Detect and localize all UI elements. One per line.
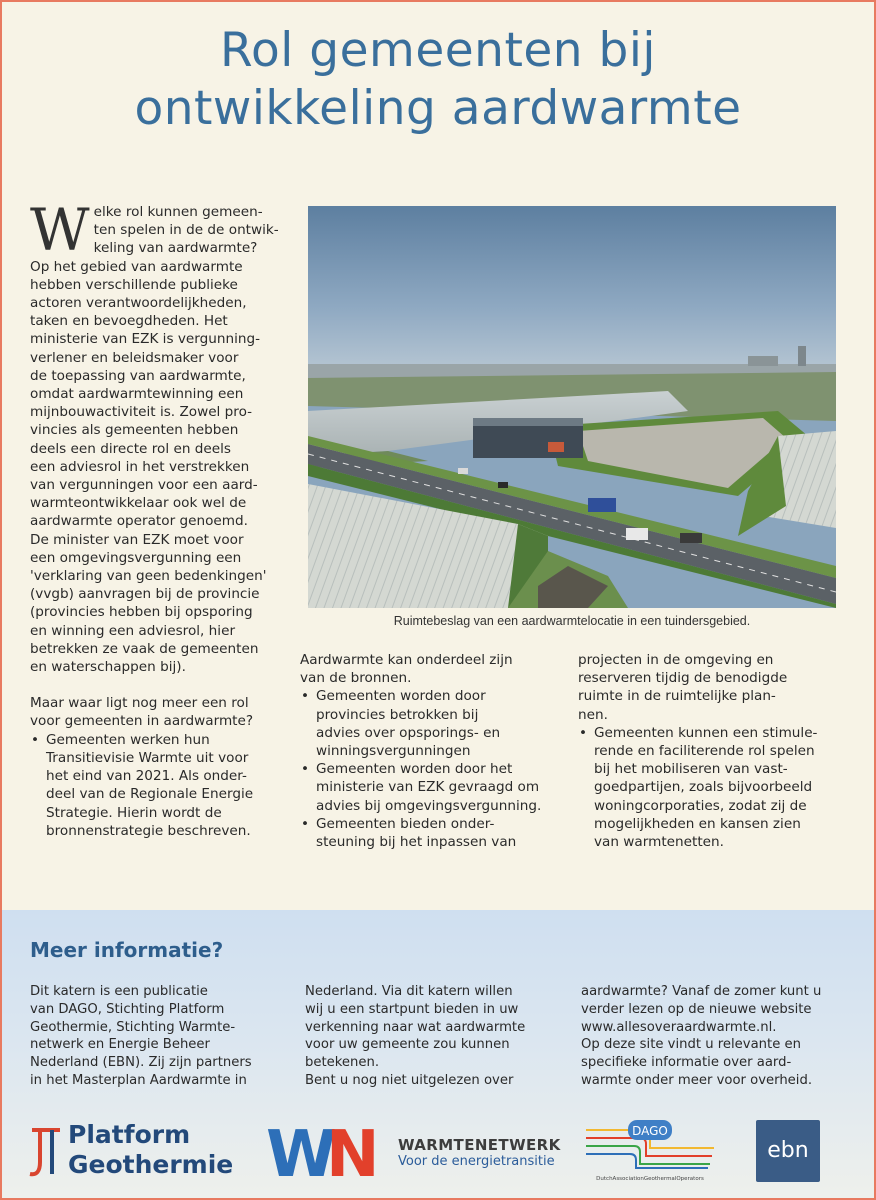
title-line-1: Rol gemeenten bij xyxy=(220,23,656,78)
text-line: rende en faciliterende rol spelen xyxy=(594,743,815,760)
text-line: Nederland. Via dit katern willen xyxy=(305,984,513,999)
text-line: advies bij omgevingsvergunning. xyxy=(316,797,542,814)
text-line: (provincies hebben bij opsporing xyxy=(30,604,253,621)
text-line: een adviesrol in het verstrekken xyxy=(30,458,250,475)
text-line: Geothermie, Stichting Warmte- xyxy=(30,1019,236,1035)
text-line: specifieke informatie over aard- xyxy=(581,1055,792,1071)
text-line: warmte onder meer voor overheid. xyxy=(581,1072,813,1088)
info-column-1 xyxy=(30,983,292,1090)
list-item xyxy=(300,815,558,851)
text-line: vincies als gemeenten hebben xyxy=(30,422,239,439)
text-line: Nederland (EBN). Zij zijn partners xyxy=(30,1055,252,1071)
wn-letters-n: N xyxy=(326,1118,380,1184)
text-line: hebben verschillende publieke xyxy=(30,276,238,293)
text-line: van de bronnen. xyxy=(300,670,412,687)
column-2-continuation xyxy=(300,651,558,687)
text-line: ministerie van EZK gevraagd om xyxy=(316,779,540,796)
text-line: reserveren tijdig de benodigde xyxy=(578,670,788,687)
text-line: aardwarmte operator genoemd. xyxy=(30,513,248,530)
page-title xyxy=(0,22,876,138)
intro-paragraph xyxy=(30,196,292,676)
text-line: provincies betrokken bij xyxy=(316,706,479,723)
text-line: en waterschappen bij). xyxy=(30,659,186,676)
text-line: ten spelen in de de ontwik- xyxy=(93,222,279,239)
column-2-bullet-list xyxy=(300,687,558,851)
text-line: mijnbouwactiviteit is. Zowel pro- xyxy=(30,404,253,421)
wn-subtitle: Voor de energietransitie xyxy=(398,1154,555,1169)
wn-letters: W xyxy=(266,1118,337,1184)
text-line: Transitievisie Warmte uit voor xyxy=(46,749,249,766)
info-title: Meer informatie? xyxy=(30,938,224,962)
text-line: betekenen. xyxy=(305,1055,380,1071)
text-line: (vvgb) aanvragen bij de provincie xyxy=(30,586,260,603)
title-line-2: ontwikkeling aardwarmte xyxy=(134,81,742,136)
column-2 xyxy=(300,651,558,851)
text-line: • Gemeenten worden door het xyxy=(316,761,513,778)
text-line: ministerie van EZK is vergunning- xyxy=(30,331,261,348)
text-line: winningsvergunningen xyxy=(316,743,471,760)
text-line: Maar waar ligt nog meer een rol xyxy=(30,695,249,712)
text-line: netwerk en Energie Beheer xyxy=(30,1037,210,1053)
text-line: mogelijkheden en kansen zien xyxy=(594,815,801,832)
dago-label: DAGO xyxy=(632,1124,668,1138)
dago-logo xyxy=(584,1118,716,1184)
warmtenetwerk-logo-text xyxy=(398,1136,561,1169)
text-line: taken en bevoegdheden. Het xyxy=(30,313,228,330)
text-line: warmteontwikkelaar ook wel de xyxy=(30,495,247,512)
text-line: betrekken ze vaak de gemeenten xyxy=(30,640,259,657)
platform-logo-line1: Platform xyxy=(68,1120,191,1149)
text-line: woningcorporaties, zodat zij de xyxy=(594,797,807,814)
text-line: goedpartijen, zoals bijvoorbeeld xyxy=(594,779,813,796)
list-item xyxy=(300,687,558,760)
text-line: Op het gebied van aardwarmte xyxy=(30,258,243,275)
text-line: elke rol kunnen gemeen- xyxy=(93,204,263,220)
text-line: aardwarmte? Vanaf de zomer kunt u xyxy=(581,984,822,999)
text-line: deel van de Regionale Energie xyxy=(46,786,254,803)
text-line: omdat aardwarmtewinning een xyxy=(30,386,244,403)
text-line: van warmtenetten. xyxy=(594,834,724,851)
text-line: voor gemeenten in aardwarmte? xyxy=(30,713,254,730)
wn-name: WARMTENETWERK xyxy=(398,1136,561,1154)
dago-sub-label: DutchAssociationGeothermalOperators xyxy=(596,1176,704,1182)
text-line: bronnenstrategie beschreven. xyxy=(46,822,251,839)
text-line: de toepassing van aardwarmte, xyxy=(30,367,246,384)
text-line: het eind van 2021. Als onder- xyxy=(46,768,247,785)
list-item xyxy=(578,724,840,851)
geothermal-site-photo xyxy=(308,206,836,608)
text-line: wij u een startpunt bieden in uw xyxy=(305,1001,519,1017)
platform-logo-line2: Geothermie xyxy=(68,1150,234,1179)
text-line: 'verklaring van geen bedenkingen' xyxy=(30,568,267,585)
text-line: verkenning naar wat aardwarmte xyxy=(305,1019,526,1035)
text-line: actoren verantwoordelijkheden, xyxy=(30,295,247,312)
column-3 xyxy=(578,651,840,851)
photo-caption: Ruimtebeslag van een aardwarmtelocatie in een tuindersgebied. xyxy=(393,614,751,628)
text-line: www.allesoveraardwarmte.nl. xyxy=(581,1019,777,1035)
text-line: projecten in de omgeving en xyxy=(578,652,774,668)
text-line: • Gemeenten bieden onder- xyxy=(316,815,495,832)
text-line: van DAGO, Stichting Platform xyxy=(30,1001,225,1017)
text-line: voor uw gemeente zou kunnen xyxy=(305,1037,510,1053)
column-3-continuation xyxy=(578,651,840,724)
text-line: De minister van EZK moet voor xyxy=(30,531,244,548)
pg-mark-icon xyxy=(26,1122,66,1182)
text-line: een omgevingsvergunning een xyxy=(30,549,242,566)
drop-cap: W xyxy=(30,196,90,264)
text-line: verder lezen op de nieuwe website xyxy=(581,1001,812,1017)
text-line: Op deze site vindt u relevante en xyxy=(581,1037,801,1053)
text-line: deels een directe rol en deels xyxy=(30,440,231,457)
text-line: nen. xyxy=(578,706,608,723)
text-line: Strategie. Hierin wordt de xyxy=(46,804,222,821)
list-item xyxy=(300,760,558,815)
text-line: Aardwarmte kan onderdeel zijn xyxy=(300,652,513,668)
platform-geothermie-logo xyxy=(26,1120,266,1182)
text-line: bij het mobiliseren van vast- xyxy=(594,761,788,778)
text-line: Dit katern is een publicatie xyxy=(30,984,208,999)
text-line: • Gemeenten werken hun xyxy=(46,731,210,748)
info-column-2 xyxy=(305,983,567,1090)
intro-question xyxy=(30,694,292,730)
text-line: Bent u nog niet uitgelezen over xyxy=(305,1072,514,1088)
column-3-bullet-list xyxy=(578,724,840,851)
text-line: en winning een adviesrol, hier xyxy=(30,622,236,639)
ebn-logo: ebn xyxy=(756,1120,820,1182)
text-line: in het Masterplan Aardwarmte in xyxy=(30,1072,247,1088)
info-column-3 xyxy=(581,983,843,1090)
warmtenetwerk-logo-mark xyxy=(266,1118,386,1184)
intro-bullet-list xyxy=(30,731,292,840)
text-line: • Gemeenten worden door xyxy=(316,688,486,705)
text-line: • Gemeenten kunnen een stimule- xyxy=(594,724,818,741)
text-line: van vergunningen voor een aard- xyxy=(30,477,258,494)
intro-column xyxy=(30,196,292,840)
text-line: ruimte in de ruimtelijke plan- xyxy=(578,688,776,705)
list-item xyxy=(30,731,292,840)
text-line: steuning bij het inpassen van xyxy=(316,834,517,851)
text-line: keling van aardwarmte? xyxy=(93,240,258,257)
text-line: verlener en beleidsmaker voor xyxy=(30,349,239,366)
text-line: advies over opsporings- en xyxy=(316,724,501,741)
